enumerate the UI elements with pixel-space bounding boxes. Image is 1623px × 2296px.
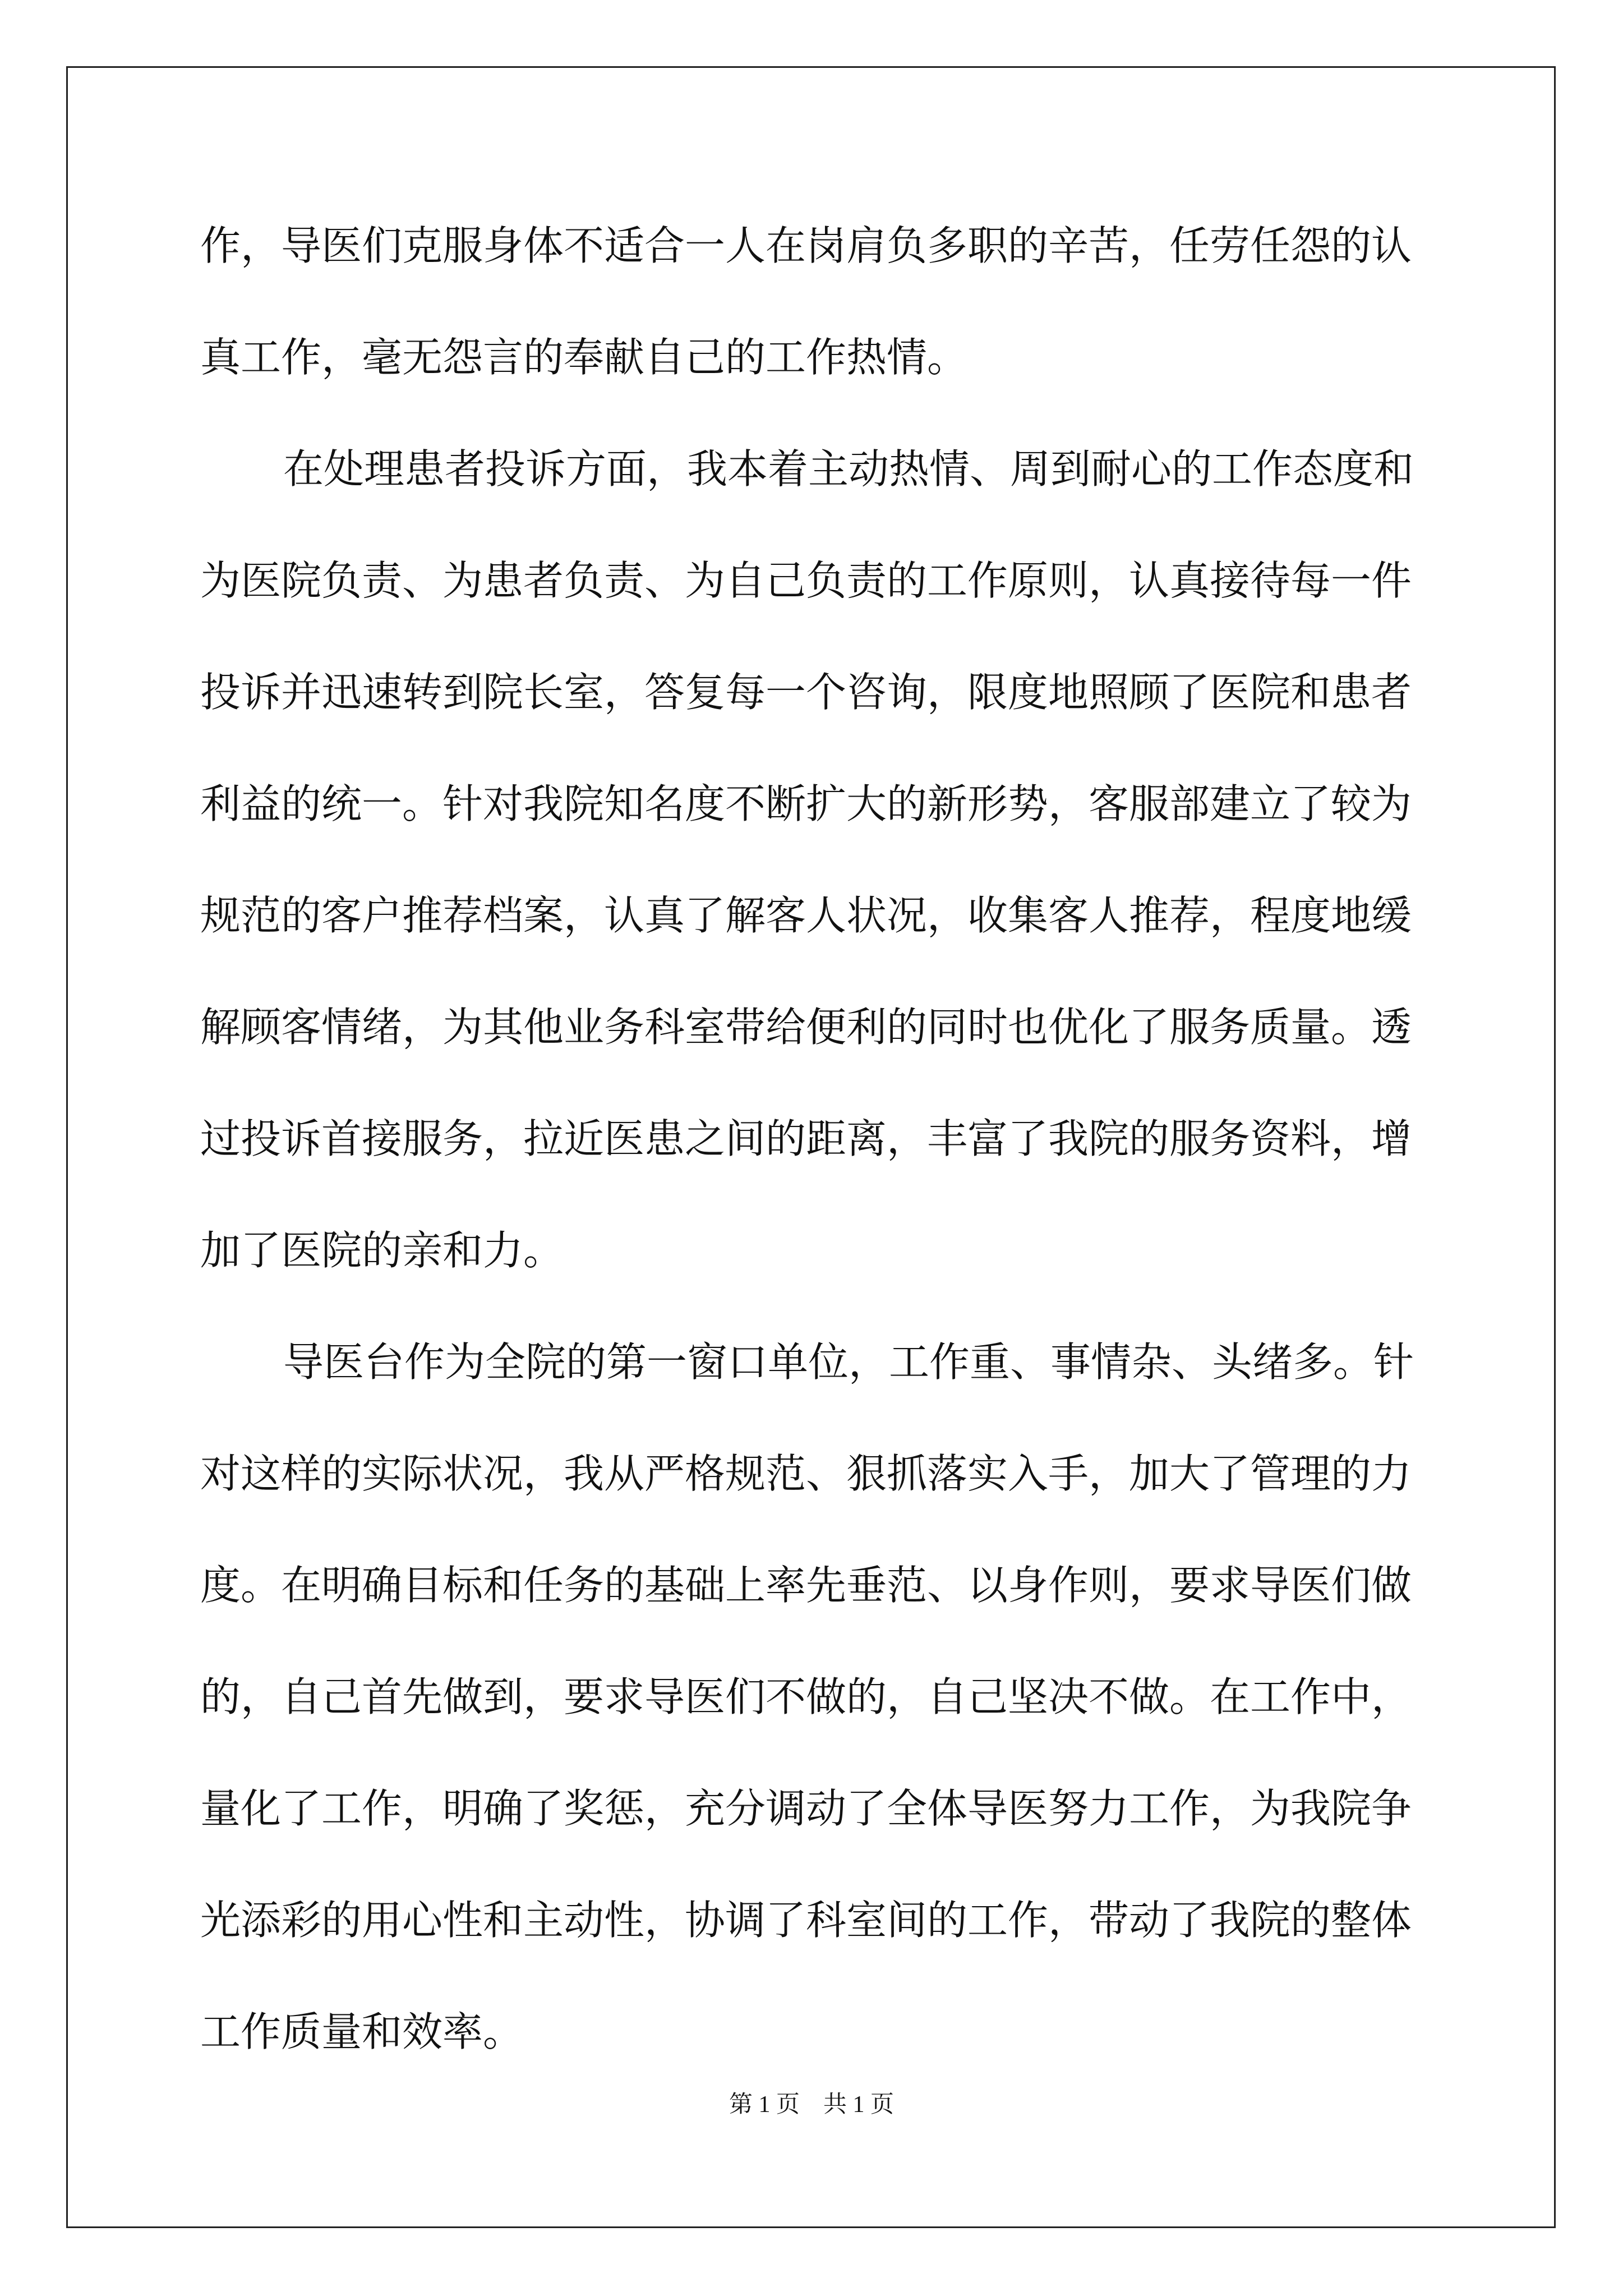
text-line: 为医院负责、为患者负责、为自己负责的工作原则，认真接待每一件	[200, 557, 1412, 604]
text-line: 量化了工作，明确了奖惩，充分调动了全体导医努力工作，为我院争	[200, 1785, 1412, 1832]
text-line: 作，导医们克服身体不适合一人在岗肩负多职的辛苦，任劳任怨的认	[200, 222, 1412, 269]
text-line: 规范的客户推荐档案，认真了解客人状况，收集客人推荐，程度地缓	[200, 892, 1412, 939]
text-line: 对这样的实际状况，我从严格规范、狠抓落实入手，加大了管理的力	[200, 1450, 1412, 1497]
text-line: 过投诉首接服务，拉近医患之间的距离，丰富了我院的服务资料，增	[200, 1115, 1412, 1162]
text-line: 加了医院的亲和力。	[200, 1227, 564, 1274]
text-line: 光添彩的用心性和主动性，协调了科室间的工作，带动了我院的整体	[200, 1897, 1412, 1944]
text-line: 工作质量和效率。	[200, 2008, 524, 2055]
text-line: 真工作，毫无怨言的奉献自己的工作热情。	[200, 334, 968, 381]
text-line: 的，自己首先做到，要求导医们不做的，自己坚决不做。在工作中，	[200, 1673, 1412, 1720]
paragraph-first-line: 在处理患者投诉方面，我本着主动热情、周到耐心的工作态度和	[283, 445, 1414, 493]
text-line: 度。在明确目标和任务的基础上率先垂范、以身作则，要求导医们做	[200, 1562, 1412, 1609]
page-number: 第 1 页 共 1 页	[728, 2092, 894, 2118]
text-line: 解顾客情绪，为其他业务科室带给便利的同时也优化了服务质量。透	[200, 1004, 1412, 1051]
text-line: 投诉并迅速转到院长室，答复每一个咨询，限度地照顾了医院和患者	[200, 669, 1412, 716]
paragraph-first-line: 导医台作为全院的第一窗口单位，工作重、事情杂、头绪多。针	[283, 1338, 1414, 1386]
text-line: 利益的统一。针对我院知名度不断扩大的新形势，客服部建立了较为	[200, 780, 1412, 827]
